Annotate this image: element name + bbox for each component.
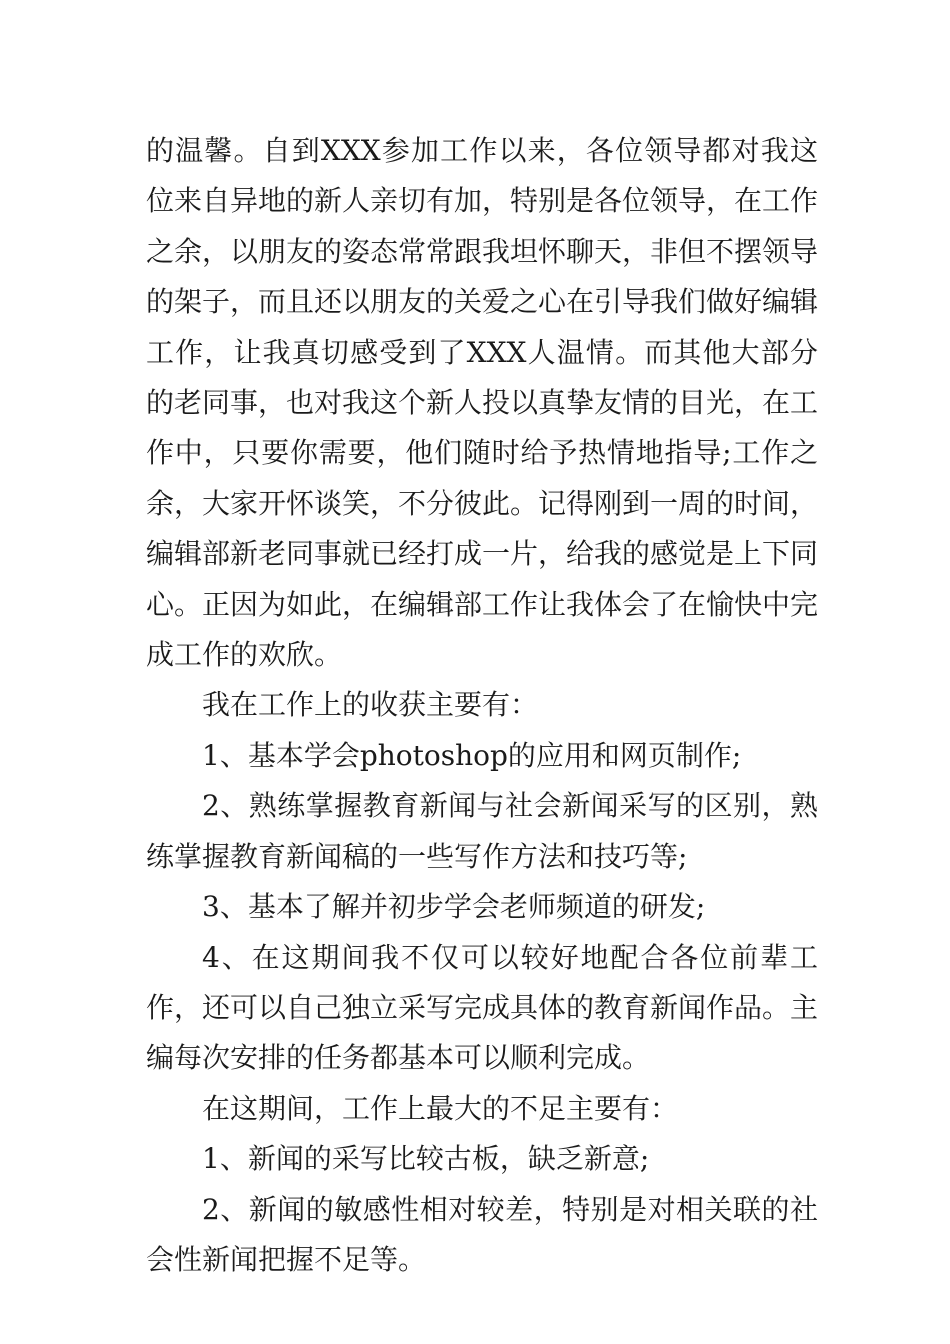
list-item-shortcoming-2: 2、新闻的敏感性相对较差，特别是对相关联的社会性新闻把握不足等。: [146, 1192, 818, 1276]
paragraph-continuation: 的温馨。自到XXX参加工作以来，各位领导都对我这位来自异地的新人亲切有加，特别是各位领导，在工作之余，以朋友的姿态常常跟我坦怀聊天，非但不摆领导的架子，而且还以朋友的关爱之心在引导我们做好编辑工作，让我真切感受到了XXX人温情。而其他大部分的老同事，也对我这个新人投以真挚友情的目光，在工作中，只要你需要，他们随时给予热情地指导;工作之余，大家开怀谈笑，不分彼此。记得刚到一周的时间，编辑部新老同事就已经打成一片，给我的感觉是上下同心。正因为如此，在编辑部工作让我体会了在愉快中完成工作的欢欣。: [146, 134, 819, 672]
paragraph-gains-heading: 我在工作上的收获主要有：: [202, 688, 539, 722]
list-item-gain-2: 2、熟练掌握教育新闻与社会新闻采写的区别，熟练掌握教育新闻稿的一些写作方法和技巧等;: [146, 789, 818, 873]
list-item-gain-3: 3、基本了解并初步学会老师频道的研发;: [202, 890, 706, 924]
document-body: [146, 126, 818, 1285]
list-item-gain-4: 4、在这期间我不仅可以较好地配合各位前辈工作，还可以自己独立采写完成具体的教育新闻作品。主编每次安排的任务都基本可以顺利完成。: [146, 940, 819, 1075]
list-item-gain-1: 1、基本学会photoshop的应用和网页制作;: [202, 738, 742, 772]
paragraph-shortcomings-heading: 在这期间，工作上最大的不足主要有：: [202, 1091, 679, 1125]
list-item-shortcoming-1: 1、新闻的采写比较古板，缺乏新意;: [202, 1142, 650, 1176]
